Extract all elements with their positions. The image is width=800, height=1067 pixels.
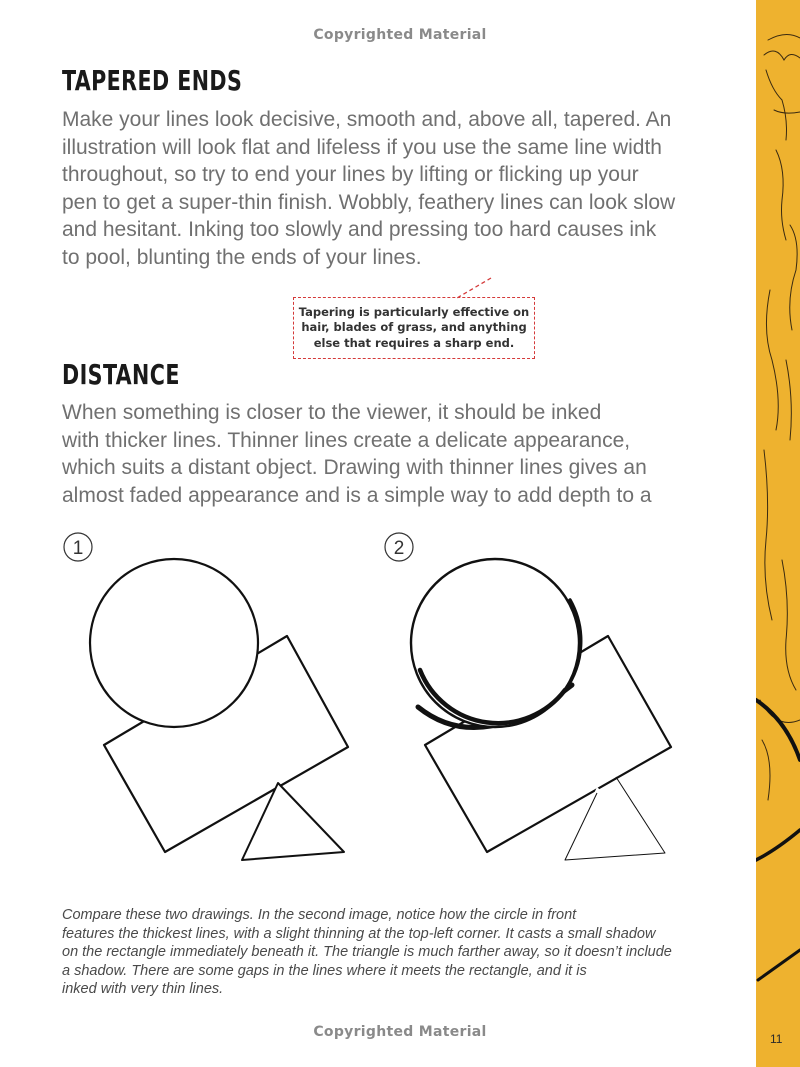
caption-line: a shadow. There are some gaps in the lines where it meets the rectangle, and it is bbox=[62, 962, 587, 979]
manga-character-sketch bbox=[756, 0, 800, 1067]
paragraph-line: illustration will look flat and lifeless if you use the same line width bbox=[62, 135, 662, 159]
paragraph-line: which suits a distant object. Drawing with thinner lines gives an bbox=[62, 456, 647, 480]
paragraph-line: Make your lines look decisive, smooth and, above all, tapered. An bbox=[62, 108, 672, 131]
paragraph-line: pen to get a super-thin finish. Wobbly, feathery lines can look slow bbox=[62, 190, 676, 214]
watermark-top: Copyrighted Material bbox=[313, 27, 487, 43]
paragraph-line: to pool, blunting the ends of your lines. bbox=[62, 245, 422, 269]
caption-line: features the thickest lines, with a slight thinning at the top-left corner. It casts a small shadow bbox=[62, 925, 656, 942]
figure-caption bbox=[62, 906, 702, 999]
sidebar-illustration bbox=[756, 0, 800, 1067]
shape-figures bbox=[0, 525, 720, 870]
heading-distance: DISTANCE bbox=[62, 358, 180, 391]
paragraph-line: almost faded appearance and is a simple way to add depth to a bbox=[62, 483, 652, 507]
watermark-bottom: Copyrighted Material bbox=[313, 1024, 487, 1040]
figure-1 bbox=[64, 533, 348, 860]
paragraph-line: throughout, so try to end your lines by lifting or flicking up your bbox=[62, 163, 639, 187]
callout-box bbox=[293, 297, 535, 359]
figure-1-circle bbox=[90, 559, 258, 727]
paragraph-line: with thicker lines. Thinner lines create a delicate appearance, bbox=[62, 428, 631, 452]
paragraph-tapered-ends bbox=[62, 106, 702, 272]
page-number: 11 bbox=[770, 1032, 783, 1046]
figure-2-label: 2 bbox=[393, 538, 405, 559]
caption-line: on the rectangle immediately beneath it. The triangle is much farther away, so it doesn’t include bbox=[62, 944, 672, 961]
caption-line: inked with very thin lines. bbox=[62, 981, 224, 998]
paragraph-line: and hesitant. Inking too slowly and pressing too hard causes ink bbox=[62, 218, 657, 242]
caption-line: Compare these two drawings. In the second image, notice how the circle in front bbox=[62, 907, 577, 923]
figure-2 bbox=[385, 533, 671, 860]
callout-text: Tapering is particularly effective on hair, blades of grass, and anything else that requires a sharp end. bbox=[298, 304, 530, 350]
figure-1-label: 1 bbox=[72, 538, 84, 559]
paragraph-distance bbox=[62, 399, 702, 509]
paragraph-line: When something is closer to the viewer, it should be inked bbox=[62, 401, 602, 424]
heading-tapered-ends: TAPERED ENDS bbox=[62, 64, 243, 97]
